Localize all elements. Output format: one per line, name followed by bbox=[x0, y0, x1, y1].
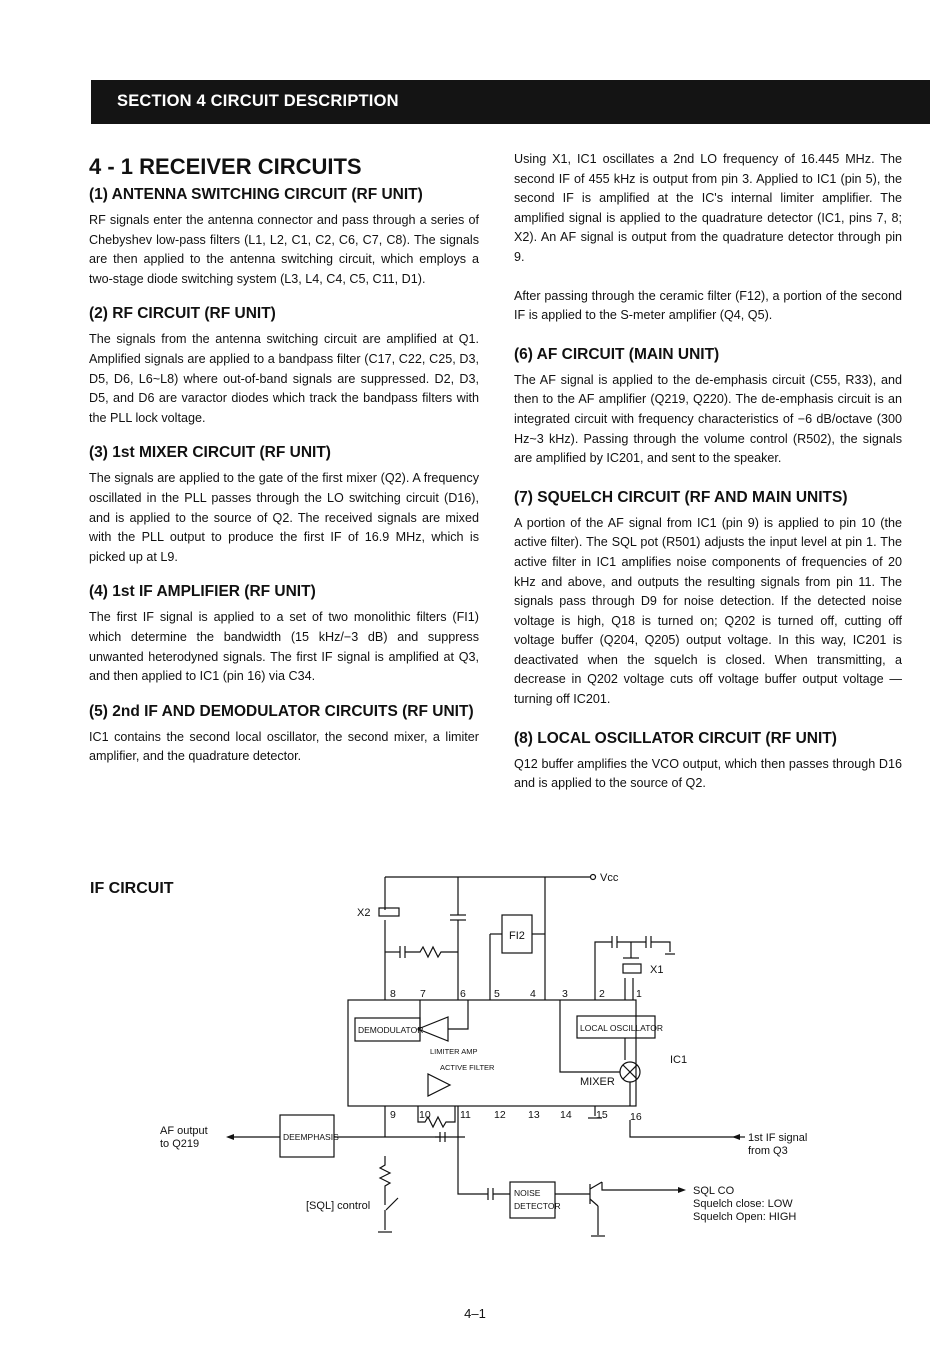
section-squelch-circuit bbox=[514, 488, 902, 710]
pin-label: 14 bbox=[560, 1109, 572, 1121]
section-1st-mixer bbox=[89, 443, 479, 567]
section-antenna-switching bbox=[89, 185, 479, 289]
first-if-label: 1st IF signal bbox=[748, 1132, 808, 1144]
vcc-label: Vcc bbox=[600, 872, 619, 884]
pin-label: 13 bbox=[528, 1109, 540, 1121]
wire bbox=[630, 1120, 740, 1137]
arrow-icon bbox=[226, 1134, 234, 1140]
section-body: Q12 buffer amplifies the VCO output, which then passes through D16 and is applied to the source of Q2. bbox=[514, 756, 902, 791]
section-body: After passing through the ceramic filter (F12), a portion of the second IF is applied to the S-meter amplifier (Q4, Q5). bbox=[514, 288, 902, 323]
section-header-banner bbox=[91, 80, 930, 124]
section-body: The first IF signal is applied to a set of two monolithic filters (FI1) which determine the bandwidth (15 kHz/−3 dB) and suppress unwanted heterodyned signals. The first IF signal is amplified at Q3, and then applied to IC1 (pin 16) via C34. bbox=[89, 610, 479, 684]
section-body: The AF signal is applied to the de-emphasis circuit (C55, R33), and then to the AF amplifier (Q219, Q220). The de-emphasis circuit is an integrated circuit with frequency characteristics of −6 dB/octave (300 Hz~3 kHz). Passing through the volume control (R502), the signals are amplified by IC201, and sent to the speaker. bbox=[514, 372, 902, 466]
pin-label: 10 bbox=[419, 1109, 431, 1121]
pin-label: 3 bbox=[562, 988, 568, 1000]
figure-title: IF CIRCUIT bbox=[90, 880, 174, 897]
pin-label: 6 bbox=[460, 988, 466, 1000]
demodulator-label: DEMODULATOR bbox=[358, 1025, 424, 1035]
resistor bbox=[405, 947, 458, 957]
section-title: (4) 1st IF AMPLIFIER (RF UNIT) bbox=[89, 583, 316, 601]
page-heading: 4 - 1 RECEIVER CIRCUITS bbox=[89, 154, 362, 179]
section-title: (8) LOCAL OSCILLATOR CIRCUIT (RF UNIT) bbox=[514, 729, 837, 747]
af-output-label: AF output bbox=[160, 1125, 208, 1137]
section-title: (6) AF CIRCUIT (MAIN UNIT) bbox=[514, 345, 720, 363]
pin-label: 7 bbox=[420, 988, 426, 1000]
pin-label: 11 bbox=[460, 1109, 471, 1121]
deemphasis-label: DEEMPHASIS bbox=[283, 1132, 339, 1142]
section-body: IC1 contains the second local oscillator, the second mixer, a limiter amplifier, and the quadrature detector. bbox=[89, 729, 479, 764]
arrow-icon bbox=[678, 1187, 686, 1193]
fi2-label: FI2 bbox=[509, 930, 525, 942]
ic1-label: IC1 bbox=[670, 1054, 688, 1066]
mixer-label: MIXER bbox=[580, 1076, 615, 1088]
section-2nd-lo bbox=[514, 150, 902, 268]
vcc-terminal bbox=[591, 875, 596, 880]
pin-label: 12 bbox=[494, 1109, 506, 1121]
noise-detector-label: DETECTOR bbox=[514, 1201, 561, 1211]
section-body: Using X1, IC1 oscillates a 2nd LO frequency of 16.445 MHz. The second IF of 455 kHz is output from pin 3. Applied to IC1 (pin 5), the second IF is amplified at the IC's internal limiter amplifier. The amplified signal is applied to the quadrature detector (IC1, pins 7, 8; X2). An AF signal is output from the quadrature detector through pin 9. bbox=[514, 152, 902, 264]
section-body: A portion of the AF signal from IC1 (pin 9) is applied to pin 10 (the active filter). The SQL pot (R501) adjusts the input level at pin 1. The active filter in IC1 amplifies noise components of frequencies of 20 kHz and above, and outputs the resulting signals from pin 11. The signals pass through D9 for noise detection. If the detected noise voltage is high, Q18 is turned on; Q202 is turned off, cutting off voltage buffer (Q204, Q205) output voltage. In this way, IC201 is deactivated when the squelch is closed. When transmitting, a decrease in Q202 voltage cuts off voltage buffer output voltage — turning off IC201. bbox=[514, 515, 902, 707]
arrow-icon bbox=[732, 1134, 740, 1140]
pin-label: 4 bbox=[530, 988, 536, 1000]
section-rf-circuit bbox=[89, 304, 479, 428]
section-title: (1) ANTENNA SWITCHING CIRCUIT (RF UNIT) bbox=[89, 186, 423, 203]
section-body: The signals from the antenna switching circuit are amplified at Q1. Amplified signals are applied to a bandpass filter (C17, C22, C25, D3, D5, D6, L6~L8) where out-of-band signals are suppressed. D2, D3, D5, and D6 are varactor diodes which track the bandpass filters with the PLL lock voltage. bbox=[89, 332, 479, 425]
x2-label: X2 bbox=[357, 907, 371, 919]
x2-crystal bbox=[379, 908, 399, 916]
section-title: (5) 2nd IF AND DEMODULATOR CIRCUITS (RF UNIT) bbox=[89, 702, 474, 720]
pin-label: 1 bbox=[636, 988, 642, 1000]
noise-detector-label: NOISE bbox=[514, 1188, 541, 1198]
wire bbox=[590, 1182, 602, 1189]
section-2nd-if-demodulator bbox=[89, 702, 479, 767]
sql-co-label: SQL CO bbox=[693, 1185, 735, 1197]
section-title: (2) RF CIRCUIT (RF UNIT) bbox=[89, 305, 276, 323]
pin-label: 2 bbox=[599, 988, 605, 1000]
right-column bbox=[514, 150, 902, 813]
pin-label: 8 bbox=[390, 988, 396, 1000]
section-body: RF signals enter the antenna connector and pass through a series of Chebyshev low-pass filters (L1, L2, C1, C2, C6, C7, C8). The signals are then applied to the antenna switching circuit, which employs a two-stage diode switching system (L3, L4, C4, C5, C11, D1). bbox=[89, 213, 479, 286]
wire bbox=[651, 942, 670, 952]
pin-label: 5 bbox=[494, 988, 500, 1000]
squelch-open-label: Squelch Open: HIGH bbox=[693, 1211, 797, 1223]
left-column bbox=[89, 150, 479, 782]
wire bbox=[560, 1000, 620, 1072]
section-body: The signals are applied to the gate of the first mixer (Q2). A frequency oscillated in the PLL passes through the LO switching circuit (D16), and is applied to the source of Q2. The received signals are mixed with the PLL output to produce the first IF of 16.9 MHz, which is picked up at L9. bbox=[89, 471, 479, 564]
x1-crystal bbox=[623, 964, 641, 973]
section-af-circuit bbox=[514, 345, 902, 469]
active-filter bbox=[428, 1074, 450, 1096]
pin-label: 9 bbox=[390, 1109, 396, 1121]
first-if-label: from Q3 bbox=[748, 1145, 788, 1157]
sql-control-label: [SQL] control bbox=[306, 1200, 371, 1212]
local-oscillator-label: LOCAL OSCILLATOR bbox=[580, 1023, 663, 1033]
af-output-label: to Q219 bbox=[160, 1138, 200, 1150]
section-header-title: SECTION 4 CIRCUIT DESCRIPTION bbox=[117, 92, 399, 110]
if-circuit-diagram bbox=[150, 860, 850, 1270]
pin-label: 15 bbox=[596, 1109, 608, 1121]
x1-label: X1 bbox=[650, 964, 664, 976]
pin-label: 16 bbox=[630, 1111, 642, 1123]
section-local-oscillator bbox=[514, 729, 902, 794]
page-number: 4–1 bbox=[464, 1306, 486, 1321]
section-1st-if-amplifier bbox=[89, 582, 479, 686]
section-s-meter bbox=[514, 287, 902, 326]
wire bbox=[590, 1199, 598, 1206]
squelch-close-label: Squelch close: LOW bbox=[693, 1198, 793, 1210]
active-filter-label: ACTIVE FILTER bbox=[440, 1063, 495, 1072]
section-title: (3) 1st MIXER CIRCUIT (RF UNIT) bbox=[89, 444, 331, 462]
wire bbox=[448, 1000, 468, 1029]
section-title: (7) SQUELCH CIRCUIT (RF AND MAIN UNITS) bbox=[514, 488, 848, 506]
limiter-amp-label: LIMITER AMP bbox=[430, 1047, 478, 1056]
wire bbox=[602, 1182, 680, 1190]
sql-pot-wiper bbox=[386, 1198, 398, 1210]
sql-pot bbox=[380, 1156, 390, 1205]
